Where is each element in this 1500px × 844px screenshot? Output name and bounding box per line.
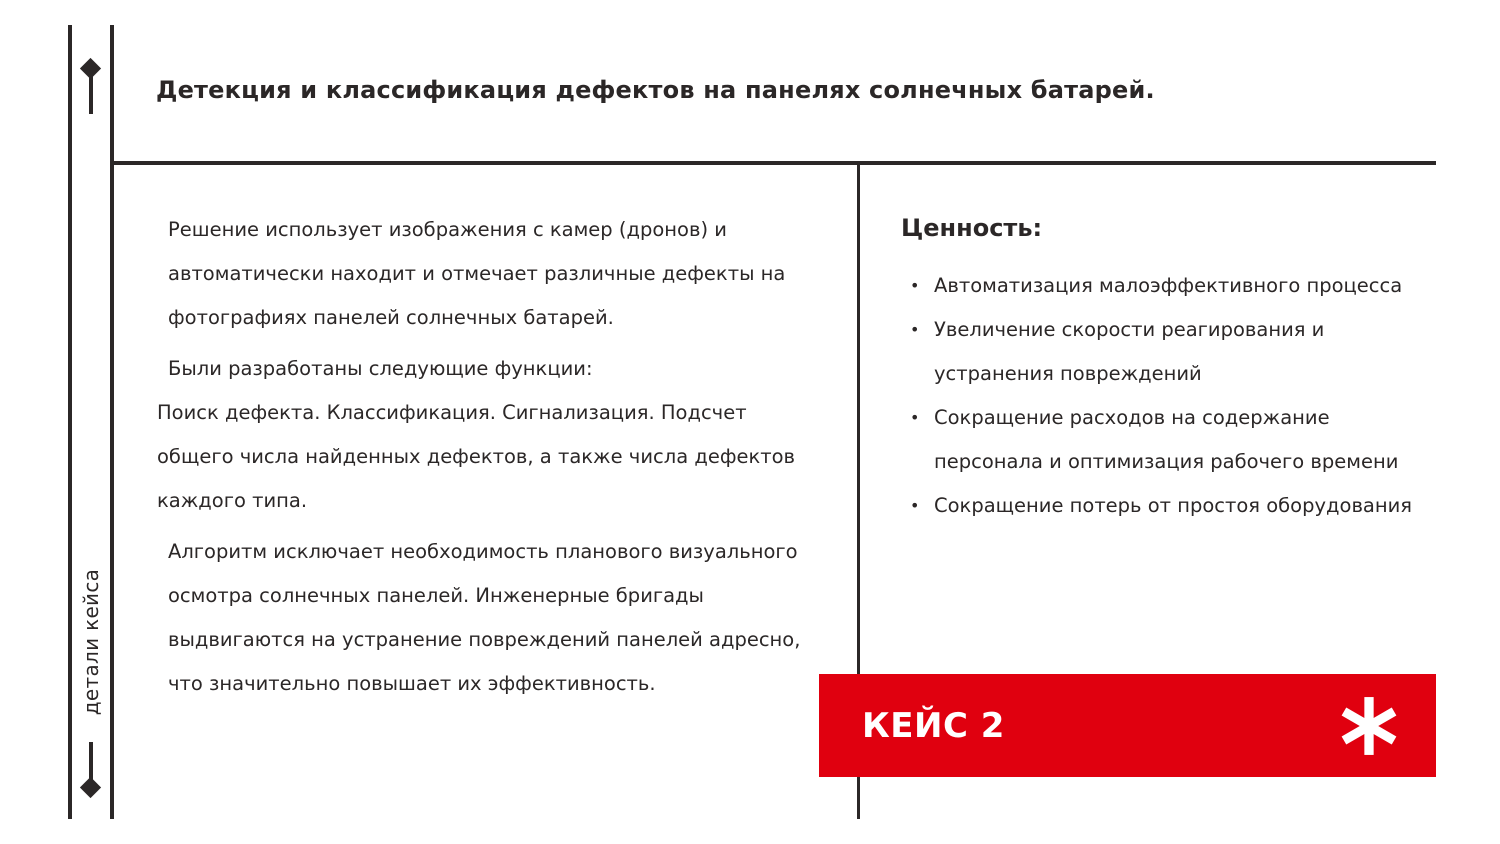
value-list-item: • Автоматизация малоэффективного процесса — [910, 264, 1430, 308]
value-list-item: • Сокращение потерь от простоя оборудования — [910, 484, 1430, 528]
description-column — [157, 208, 817, 713]
left-frame-line — [68, 25, 72, 819]
diamond-pin-icon — [80, 777, 101, 798]
inner-frame-line — [110, 25, 114, 819]
value-heading: Ценность: — [901, 214, 1043, 242]
description-paragraph: Были разработаны следующие функции: — [168, 357, 593, 380]
value-list — [910, 264, 1430, 528]
description-paragraph: Поиск дефекта. Классификация. Сигнализация. Подсчет общего числа найденных дефектов, а также числа дефектов каждого типа. — [157, 401, 796, 512]
page-title: Детекция и классификация дефектов на панелях солнечных батарей. — [156, 76, 1155, 104]
description-paragraph: Решение использует изображения с камер (дронов) и автоматически находит и отмечает различные дефекты на фотографиях панелей солнечных батарей. — [168, 218, 786, 329]
asterisk-icon — [1338, 695, 1400, 757]
case-label: КЕЙС 2 — [862, 705, 1005, 746]
description-paragraph: Алгоритм исключает необходимость планового визуального осмотра солнечных панелей. Инженерные бригады выдвигаются на устранение повреждений панелей адресно, что значительно повышает их эффективность. — [168, 540, 801, 695]
sidebar-label: детали кейса — [79, 568, 103, 716]
value-list-item: • Сокращение расходов на содержание персонала и оптимизация рабочего времени — [910, 396, 1430, 484]
value-list-item: • Увеличение скорости реагирования и устранения повреждений — [910, 308, 1430, 396]
case-banner — [819, 674, 1436, 777]
header-divider — [112, 161, 1436, 165]
diamond-pin-icon — [80, 58, 101, 79]
